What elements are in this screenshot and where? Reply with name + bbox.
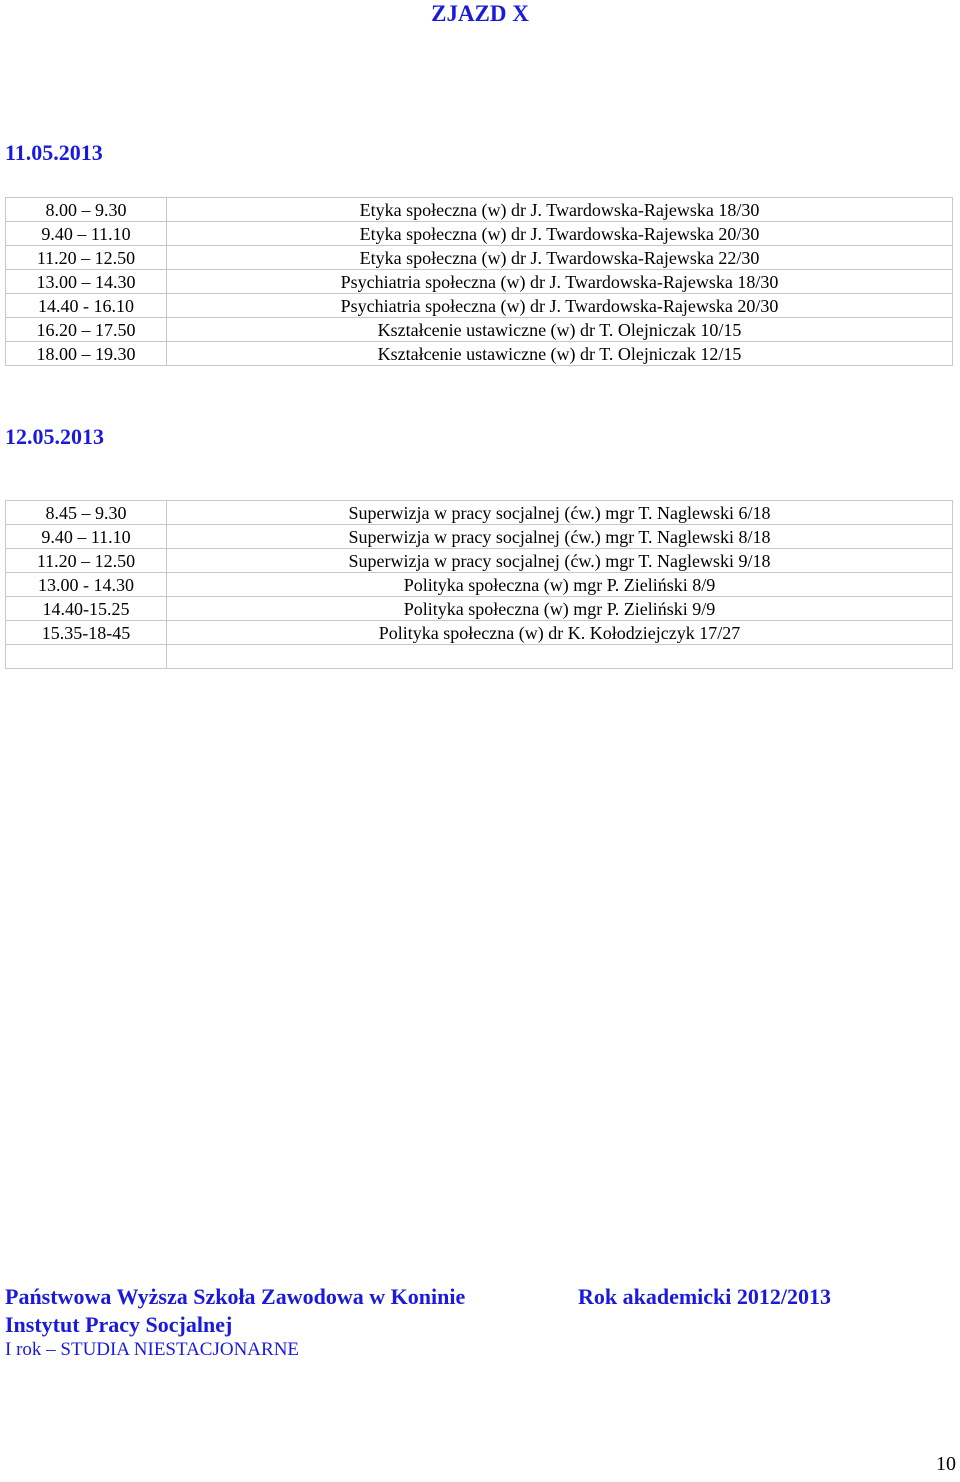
- subject-cell: Etyka społeczna (w) dr J. Twardowska-Rajewska 20/30: [167, 222, 953, 246]
- table-row: [6, 318, 953, 342]
- table-row: [6, 549, 953, 573]
- subject-cell: Polityka społeczna (w) dr K. Kołodziejczyk 17/27: [167, 621, 953, 645]
- subject-cell: Superwizja w pracy socjalnej (ćw.) mgr T. Naglewski 9/18: [167, 549, 953, 573]
- subject-cell: Psychiatria społeczna (w) dr J. Twardowska-Rajewska 18/30: [167, 270, 953, 294]
- time-cell: 13.00 - 14.30: [6, 573, 167, 597]
- subject-cell: Etyka społeczna (w) dr J. Twardowska-Rajewska 22/30: [167, 246, 953, 270]
- subject-cell: Polityka społeczna (w) mgr P. Zieliński 8/9: [167, 573, 953, 597]
- time-cell: 11.20 – 12.50: [6, 246, 167, 270]
- table-row: [6, 294, 953, 318]
- page-title: ZJAZD X: [431, 1, 529, 26]
- table-row: [6, 621, 953, 645]
- time-cell: 8.00 – 9.30: [6, 198, 167, 222]
- subject-cell: Kształcenie ustawiczne (w) dr T. Olejniczak 10/15: [167, 318, 953, 342]
- subject-cell: Superwizja w pracy socjalnej (ćw.) mgr T. Naglewski 6/18: [167, 501, 953, 525]
- time-cell: 15.35-18-45: [6, 621, 167, 645]
- footer-program: I rok – STUDIA NIESTACJONARNE: [5, 1339, 300, 1360]
- table-row: [6, 342, 953, 366]
- subject-cell: Psychiatria społeczna (w) dr J. Twardowska-Rajewska 20/30: [167, 294, 953, 318]
- table-row: [6, 525, 953, 549]
- table-row: [6, 198, 953, 222]
- time-cell: [6, 645, 167, 669]
- table-row: [6, 597, 953, 621]
- time-cell: 18.00 – 19.30: [6, 342, 167, 366]
- subject-cell: Etyka społeczna (w) dr J. Twardowska-Rajewska 18/30: [167, 198, 953, 222]
- subject-cell: Kształcenie ustawiczne (w) dr T. Olejniczak 12/15: [167, 342, 953, 366]
- time-cell: 14.40 - 16.10: [6, 294, 167, 318]
- day2-date: 12.05.2013: [5, 424, 104, 449]
- day2-schedule-table: [5, 500, 953, 669]
- table-row: [6, 246, 953, 270]
- subject-cell: Polityka społeczna (w) mgr P. Zieliński 9/9: [167, 597, 953, 621]
- time-cell: 9.40 – 11.10: [6, 525, 167, 549]
- footer-institute: Instytut Pracy Socjalnej: [5, 1312, 233, 1337]
- table-row: [6, 645, 953, 669]
- subject-cell: Superwizja w pracy socjalnej (ćw.) mgr T. Naglewski 8/18: [167, 525, 953, 549]
- time-cell: 16.20 – 17.50: [6, 318, 167, 342]
- table-row: [6, 270, 953, 294]
- time-cell: 11.20 – 12.50: [6, 549, 167, 573]
- time-cell: 14.40-15.25: [6, 597, 167, 621]
- table-row: [6, 222, 953, 246]
- table-row: [6, 501, 953, 525]
- page-number: 10: [936, 1453, 956, 1475]
- table-row: [6, 573, 953, 597]
- day1-schedule-table: [5, 197, 953, 366]
- day1-date: 11.05.2013: [5, 140, 103, 165]
- time-cell: 13.00 – 14.30: [6, 270, 167, 294]
- footer-school-name: Państwowa Wyższa Szkoła Zawodowa w Koninie: [5, 1284, 466, 1309]
- time-cell: 8.45 – 9.30: [6, 501, 167, 525]
- time-cell: 9.40 – 11.10: [6, 222, 167, 246]
- footer-academic-year: Rok akademicki 2012/2013: [578, 1284, 832, 1309]
- subject-cell: [167, 645, 953, 669]
